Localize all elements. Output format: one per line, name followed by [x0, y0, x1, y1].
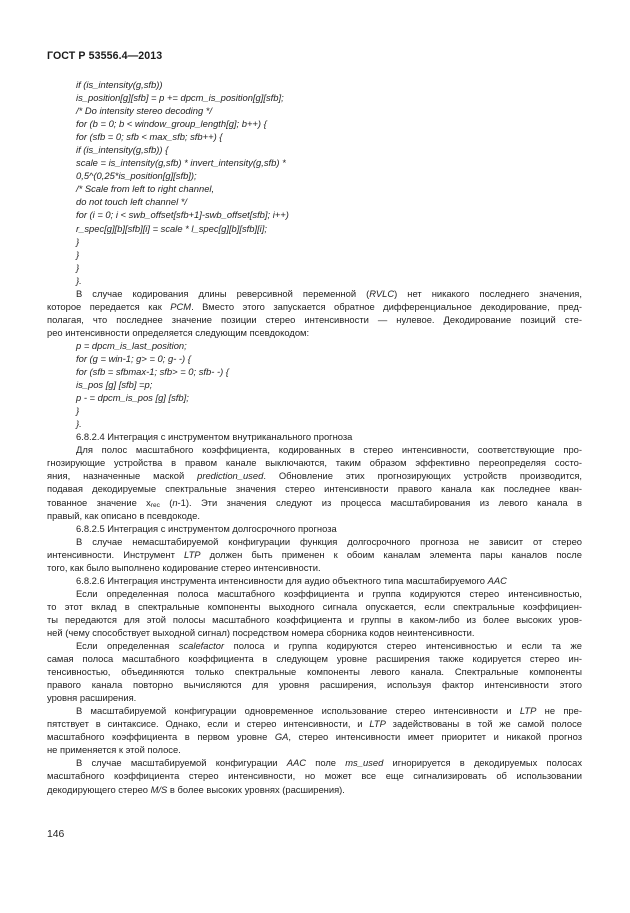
- text-line: рео интенсивности определяется следующим псевдокодом:: [47, 326, 310, 338]
- text-line: Если определенная полоса масштабного коэффициента и группа кодируются стерео интенсивностью,: [76, 587, 582, 599]
- code-line: }: [76, 248, 80, 260]
- section-6-8-2-4: [47, 430, 582, 521]
- code-line: for (i = 0; i < swb_offset[sfb+1]-swb_offset[sfb]; i++): [76, 209, 289, 221]
- text-line: правый, как описано в псевдокоде.: [47, 509, 200, 521]
- section-6-8-2-5: [47, 522, 582, 574]
- code-line: do not touch left channel */: [76, 196, 188, 208]
- code-line: }: [76, 405, 80, 417]
- code-line: p = dpcm_is_last_position;: [76, 339, 187, 351]
- section-6-8-2-6: [47, 574, 582, 796]
- paragraph-rvlc: [47, 287, 582, 339]
- code-line: }: [76, 235, 80, 247]
- page-body: [47, 78, 582, 796]
- text-line: подавая декодируемые спектральные значения стерео интенсивности правого канала как последнее кван-: [47, 483, 582, 495]
- code-line: 0,5^(0,25*is_position[g][sfb]);: [76, 170, 197, 182]
- text-line: тованное значение $x_{rec}$ (n-1). Эти значения следуют из процесса масштабирования из левого канала в: [47, 496, 582, 509]
- code-line: }.: [76, 274, 82, 286]
- code-line: if (is_intensity(g,sfb)): [76, 79, 163, 90]
- code-line: }.: [76, 418, 82, 430]
- text-line: ней (чему способствует выходной сигнал) посредством номера сборника кодов неинтенсивности.: [47, 626, 475, 638]
- text-line: интенсивности. Инструмент LTP должен быть применен к обоим каналам элемента пары каналов после: [47, 548, 582, 560]
- code-block-intensity-decoding: [47, 78, 582, 287]
- text-line: яния, назначенные маской prediction_used. Обновление этих прогнозирующих устройств производится,: [47, 470, 582, 482]
- text-line: ты передаются для этой полосы масштабного коэффициента и группы в каком-либо из более высоких уров-: [47, 613, 582, 625]
- section-heading: 6.8.2.6 Интеграция инструмента интенсивности для аудио объектного типа масштабируемого AAC: [76, 574, 507, 586]
- code-line: is_position[g][sfb] = p += dpcm_is_position[g][sfb];: [76, 92, 284, 104]
- text-line: масштабного коэффициента в первом уровне GA, стерео интенсивности имеет приоритет и никакой прогноз: [47, 731, 582, 743]
- text-line: тенсивностью, объединяются только спектральные компоненты левого канала. Спектральные компоненты: [47, 666, 582, 678]
- code-line: p - = dpcm_is_pos [g] [sfb];: [76, 392, 189, 404]
- text-line: самая полоса масштабного коэффициента в следующем уровне расширения также кодируется стерео ин-: [47, 653, 582, 665]
- text-line: гнозирующие устройства в правом канале выключаются, таким образом эффективно переопределяя состо-: [47, 457, 582, 469]
- code-line: scale = is_intensity(g,sfb) * invert_intensity(g,sfb) *: [76, 157, 286, 169]
- page-number: 146: [47, 829, 65, 840]
- text-line: не применяется к этой полосе.: [47, 744, 181, 756]
- text-line: декодирующего стерео M/S в более высоких уровнях (расширения).: [47, 783, 345, 795]
- code-line: }: [76, 261, 80, 273]
- text-line: В случае масштабируемой конфигурации AAC поле ms_used игнорируется в декодируемых полосах: [76, 757, 582, 769]
- code-line: /* Scale from left to right channel,: [76, 183, 215, 195]
- code-line: if (is_intensity(g,sfb)) {: [76, 144, 169, 156]
- text-line: то этот вклад в спектральные компоненты выходного сигнала опускается, если спектральные коэффициен-: [47, 600, 582, 612]
- code-block-is-position: [47, 339, 582, 430]
- text-line: В случае немасштабируемой конфигурации функция долгосрочного прогноза не зависит от стерео: [76, 535, 582, 547]
- text-line: полагая, что последнее значение позиции стерео интенсивности — нулевое. Декодирование позиций сте-: [47, 313, 582, 325]
- text-line: В случае кодирования длины реверсивной переменной (RVLC) нет никакого последнего значения,: [76, 287, 582, 299]
- text-line: правого канала повторно вычисляются для уровня расширения, используя фактор интенсивности этого: [47, 679, 582, 691]
- code-line: for (b = 0; b < window_group_length[g]; b++) {: [76, 118, 267, 130]
- code-line: for (g = win-1; g> = 0; g- -) {: [76, 352, 191, 364]
- code-line: /* Do intensity stereo decoding */: [76, 105, 213, 117]
- text-line: которое передается как PCM. Вместо этого запускается обратное дифференциальное декодирование, пред-: [47, 300, 582, 312]
- text-line: Если определенная scalefactor полоса и группа кодируются стерео интенсивностью и если та же: [76, 640, 582, 652]
- document-header: ГОСТ Р 53556.4—2013: [47, 50, 163, 62]
- section-heading: 6.8.2.5 Интеграция с инструментом долгосрочного прогноза: [76, 522, 337, 534]
- code-line: r_spec[g][b][sfb][i] = scale * l_spec[g][b][sfb][i];: [76, 222, 267, 234]
- code-line: is_pos [g] [sfb] =p;: [76, 379, 153, 391]
- text-line: того, как было выполнено кодирование стерео интенсивности.: [47, 561, 321, 573]
- text-line: уровня расширения.: [47, 692, 137, 704]
- code-line: for (sfb = 0; sfb < max_sfb; sfb++) {: [76, 131, 223, 143]
- text-line: Для полос масштабного коэффициента, кодированных в стерео интенсивности, соответствующие про-: [76, 444, 582, 456]
- text-line: пятствует в синтаксисе. Однако, если и стерео интенсивности, и LTP задействованы в той же самой полосе: [47, 718, 582, 730]
- code-line: for (sfb = sfbmax-1; sfb> = 0; sfb- -) {: [76, 366, 229, 378]
- text-line: масштабного коэффициента стерео интенсивности, но может все еще сигнализировать об использовании: [47, 770, 582, 782]
- section-heading: 6.8.2.4 Интеграция с инструментом внутриканального прогноза: [76, 431, 353, 443]
- text-line: В масштабируемой конфигурации одновременное использование стерео интенсивности и LTP не пре-: [76, 705, 582, 717]
